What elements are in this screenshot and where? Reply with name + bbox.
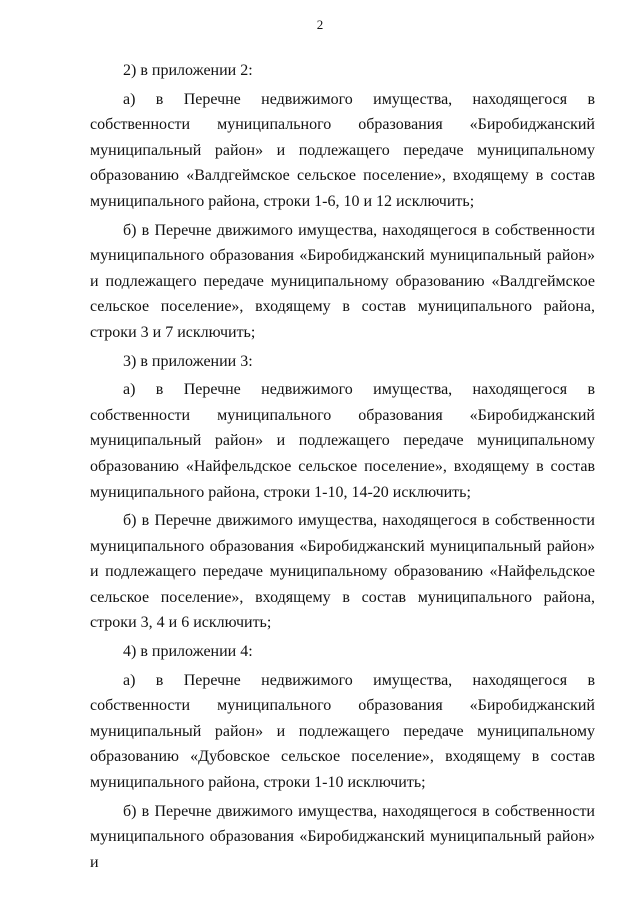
paragraph-appendix-4-b: б) в Перечне движимого имущества, находящегося в собственности муниципального образования «Биробиджанский муниципальный район» и: [90, 802, 595, 871]
item-heading-appendix-3: 3) в приложении 3:: [123, 352, 253, 370]
paragraph-appendix-4-a: а) в Перечне недвижимого имущества, находящегося в собственности муниципального образования «Биробиджанский муниципальный район» и подлежащего передаче муниципальному образованию «Дубовское сельское поселение», входящему в состав муниципального района, строки 1-10 исключить;: [90, 671, 595, 792]
paragraph-appendix-2-b: б) в Перечне движимого имущества, находящегося в собственности муниципального образования «Биробиджанский муниципальный район» и подлежащего передаче муниципальному образованию «Валдгеймское сельское поселение», входящему в состав муниципального района, строки 3 и 7 исключить;: [90, 221, 595, 341]
document-body: [90, 58, 595, 875]
paragraph-appendix-3-b: б) в Перечне движимого имущества, находящегося в собственности муниципального образования «Биробиджанский муниципальный район» и подлежащего передаче муниципальному образованию «Найфельдское сельское поселение», входящему в состав муниципального района, строки 3, 4 и 6 исключить;: [90, 512, 595, 632]
item-heading-appendix-4: 4) в приложении 4:: [123, 643, 253, 661]
item-heading-appendix-2: 2) в приложении 2:: [123, 62, 253, 79]
paragraph-appendix-2-a: а) в Перечне недвижимого имущества, находящегося в собственности муниципального образования «Биробиджанский муниципальный район» и подлежащего передаче муниципальному образованию «Валдгеймское сельское поселение», входящему в состав муниципального района, строки 1-6, 10 и 12 исключить;: [90, 90, 595, 210]
paragraph-appendix-3-a: а) в Перечне недвижимого имущества, находящегося в собственности муниципального образования «Биробиджанский муниципальный район» и подлежащего передаче муниципальному образованию «Найфельдское сельское поселение», входящему в состав муниципального района, строки 1-10, 14-20 исключить;: [90, 381, 595, 501]
page-number: 2: [316, 17, 324, 32]
